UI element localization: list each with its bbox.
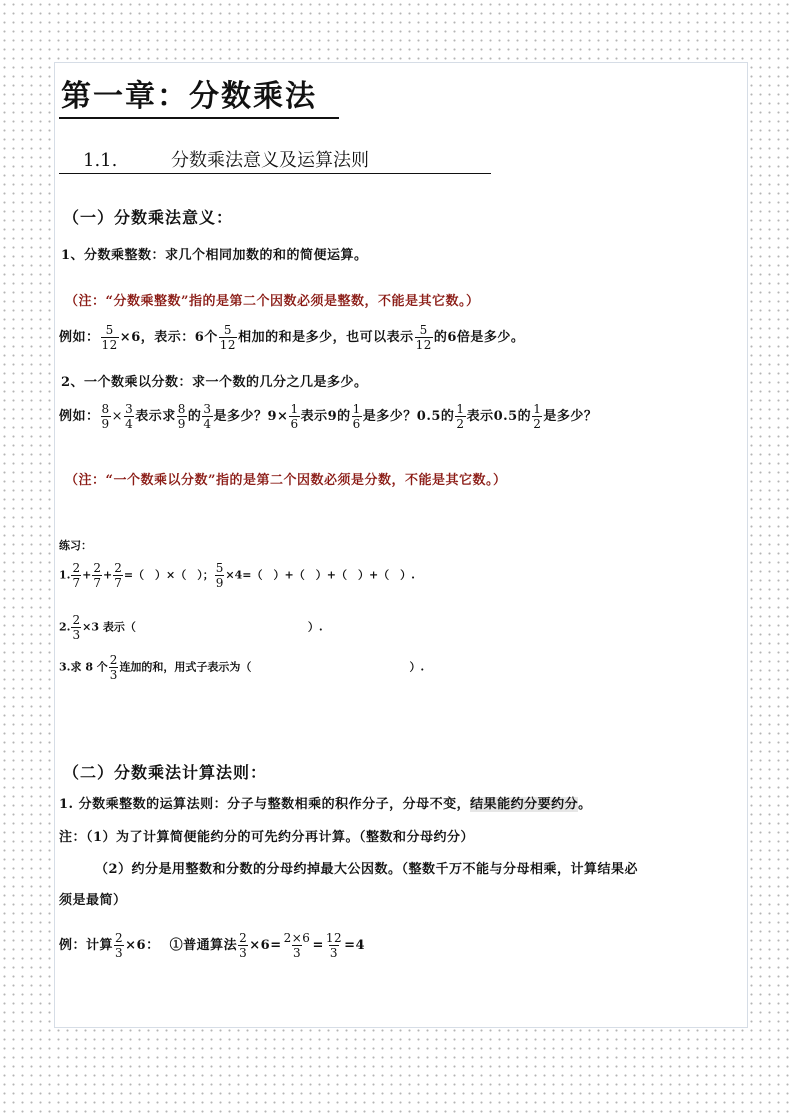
numerator: 2 — [114, 561, 122, 575]
numerator: 2 — [72, 613, 81, 627]
title-underline — [59, 117, 339, 119]
fraction — [325, 931, 343, 960]
fraction — [114, 931, 124, 960]
example-2 — [59, 402, 597, 431]
question-text: ）. — [307, 620, 323, 634]
highlighted-text: 结果能约分要约分 — [470, 797, 579, 812]
section-number: 1.1. — [83, 150, 118, 171]
document-page — [54, 62, 748, 1028]
plus-sign: + — [82, 568, 92, 582]
example-2-text: 的 — [187, 409, 202, 424]
fraction — [415, 323, 433, 352]
fraction — [289, 402, 299, 431]
numerator: 5 — [105, 323, 114, 337]
calc-result: =4 — [344, 938, 366, 953]
numerator: 12 — [325, 931, 343, 945]
example-2-text: 是多少？9× — [213, 409, 289, 424]
denominator: 3 — [115, 946, 124, 960]
fraction — [238, 931, 248, 960]
denominator: 3 — [239, 946, 248, 960]
fraction — [202, 402, 212, 431]
numerator: 2 — [93, 561, 101, 575]
fraction — [101, 402, 111, 431]
numerator: 1 — [352, 402, 361, 416]
practice-q3 — [59, 653, 424, 682]
denominator: 2 — [456, 417, 465, 431]
chapter-title: 第一章：分数乘法 — [61, 79, 317, 114]
denominator: 12 — [415, 338, 432, 352]
part1-heading: （一）分数乘法意义： — [63, 208, 234, 227]
note-2: （注：“一个数乘以分数”指的是第二个因数必须是分数，不能是其它数。） — [65, 473, 507, 488]
fraction — [124, 402, 134, 431]
numerator: 5 — [215, 561, 224, 575]
fraction — [219, 323, 237, 352]
fraction — [177, 402, 187, 431]
calc-example-text: ×6： — [125, 938, 160, 953]
numerator: 8 — [101, 402, 110, 416]
numerator: 2×6 — [283, 931, 311, 945]
fraction — [71, 613, 81, 642]
denominator: 3 — [109, 668, 118, 682]
denominator: 9 — [215, 576, 224, 590]
rule-1-end: 。 — [578, 797, 592, 812]
question-text: 连加的和，用式子表示为（ — [119, 660, 252, 674]
question-text: 3.求 8 个 — [59, 660, 108, 674]
fraction — [455, 402, 465, 431]
numerator: 5 — [419, 323, 428, 337]
example-2-text: 是多少？ — [543, 409, 598, 424]
numerator: 1 — [456, 402, 465, 416]
denominator: 3 — [329, 946, 339, 960]
example-2-text: 表示9的 — [300, 409, 351, 424]
denominator: 6 — [352, 417, 361, 431]
fraction — [71, 561, 81, 590]
note-simplify-2-cont: 须是最简） — [59, 893, 127, 908]
example-2-text: 是多少？0.5的 — [362, 409, 455, 424]
example-1-prefix: 例如： — [59, 330, 100, 345]
practice-label: 练习： — [59, 539, 92, 552]
note-simplify-1: 注：（1）为了计算简便能约分的可先约分再计算。（整数和分母约分） — [59, 830, 475, 845]
equals-sign: = — [312, 938, 324, 953]
fraction — [283, 931, 312, 960]
denominator: 9 — [101, 417, 110, 431]
numerator: 8 — [177, 402, 186, 416]
question-text: =（ ）×（ ）； — [123, 568, 214, 582]
example-1-text: ×6，表示：6个 — [119, 330, 218, 345]
fraction — [101, 323, 119, 352]
calc-example-text: ①普通算法 — [169, 938, 238, 953]
definition-2: 2、一个数乘以分数：求一个数的几分之几是多少。 — [61, 375, 368, 390]
example-2-text: 表示0.5的 — [466, 409, 532, 424]
question-text: ）. — [409, 660, 425, 674]
denominator: 4 — [203, 417, 212, 431]
numerator: 2 — [115, 931, 124, 945]
section-title: 分数乘法意义及运算法则 — [171, 150, 369, 171]
example-1 — [59, 323, 524, 352]
numerator: 3 — [203, 402, 212, 416]
denominator: 9 — [177, 417, 186, 431]
fraction — [215, 561, 225, 590]
question-number: 1. — [59, 568, 71, 582]
times-sign: × — [111, 409, 124, 424]
denominator: 12 — [219, 338, 237, 352]
calc-example-prefix: 例：计算 — [59, 938, 114, 953]
note-simplify-2: （2）约分是用整数和分数的分母约掉最大公因数。（整数千万不能与分母相乘，计算结果必 — [95, 862, 639, 877]
note-1: （注：“分数乘整数”指的是第二个因数必须是整数，不能是其它数。） — [65, 294, 480, 309]
question-number: 2. — [59, 620, 71, 634]
rule-1-text: 1. 分数乘整数的运算法则：分子与整数相乘的积作分子，分母不变， — [59, 797, 471, 812]
section-heading — [83, 149, 369, 173]
denominator: 12 — [101, 338, 118, 352]
denominator: 7 — [93, 576, 101, 590]
denominator: 3 — [292, 946, 302, 960]
question-text: ×4=（ ）+（ ）+（ ）+（ ）. — [225, 568, 415, 582]
denominator: 7 — [72, 576, 81, 590]
denominator: 7 — [114, 576, 122, 590]
practice-q1 — [59, 561, 415, 590]
numerator: 1 — [290, 402, 299, 416]
fraction — [532, 402, 542, 431]
numerator: 2 — [109, 653, 118, 667]
denominator: 6 — [290, 417, 299, 431]
practice-q2 — [59, 613, 323, 642]
example-2-text: 表示求 — [135, 409, 176, 424]
definition-1: 1、分数乘整数：求几个相同加数的和的简便运算。 — [61, 248, 368, 263]
denominator: 3 — [72, 628, 81, 642]
numerator: 5 — [223, 323, 232, 337]
example-1-text: 的6倍是多少。 — [433, 330, 525, 345]
section-underline — [59, 173, 491, 174]
calc-example — [59, 931, 365, 960]
question-text: ×3 表示（ — [82, 620, 136, 634]
numerator: 3 — [125, 402, 134, 416]
example-2-prefix: 例如： — [59, 409, 100, 424]
fraction — [352, 402, 362, 431]
example-1-text: 相加的和是多少，也可以表示 — [238, 330, 414, 345]
denominator: 4 — [125, 417, 134, 431]
part2-heading: （二）分数乘法计算法则： — [63, 763, 268, 782]
fraction — [109, 653, 119, 682]
rule-1 — [59, 795, 592, 815]
denominator: 2 — [533, 417, 542, 431]
numerator: 1 — [533, 402, 542, 416]
fraction — [92, 561, 102, 590]
plus-sign: + — [102, 568, 113, 582]
numerator: 2 — [72, 561, 81, 575]
numerator: 2 — [239, 931, 248, 945]
fraction — [113, 561, 123, 590]
calc-example-text: ×6= — [249, 938, 282, 953]
